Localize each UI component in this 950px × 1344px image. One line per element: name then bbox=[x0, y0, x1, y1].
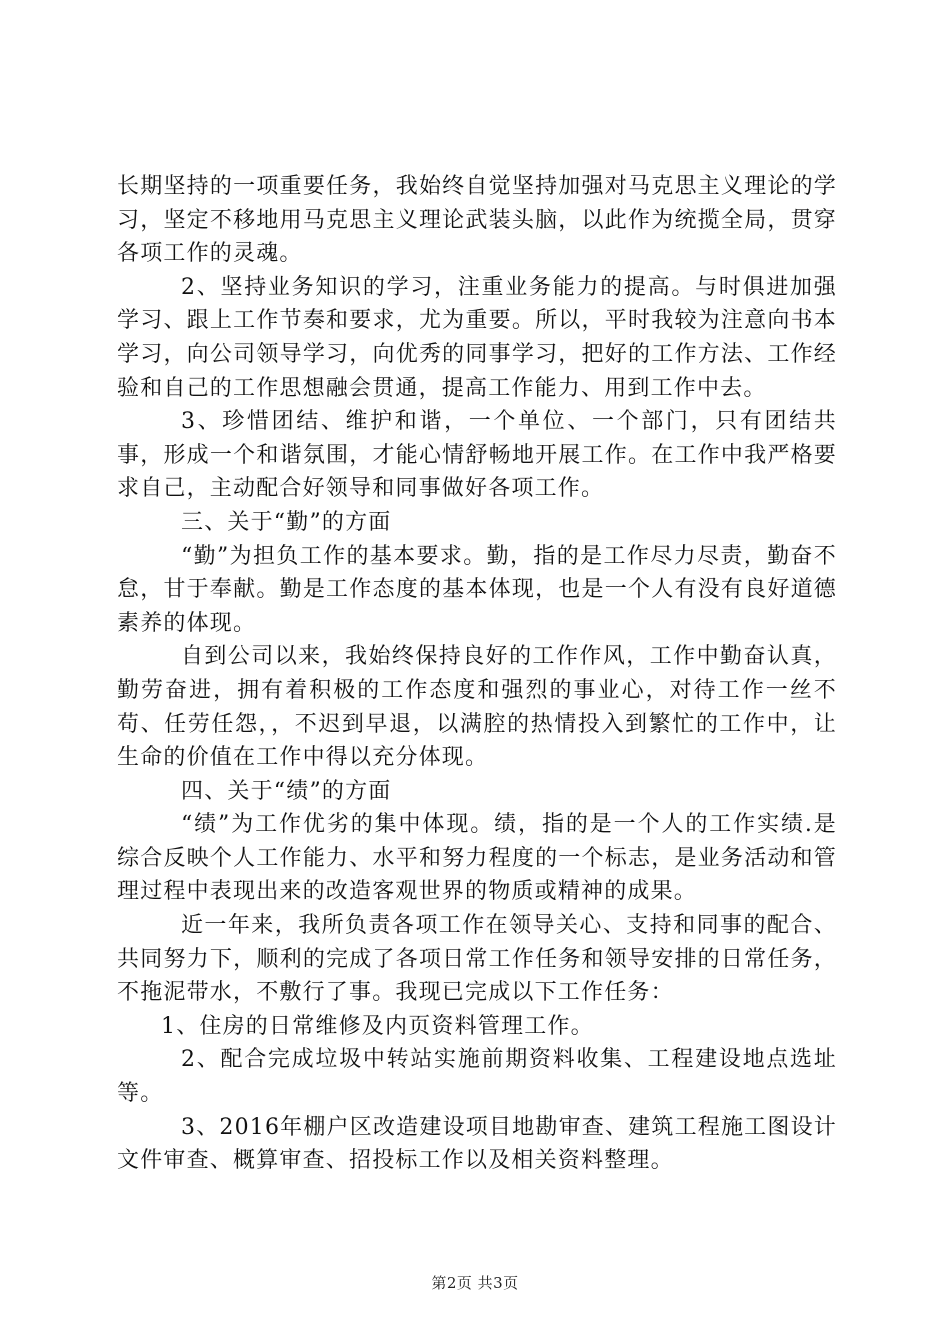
paragraph: “勤”为担负工作的基本要求。勤，指的是工作尽力尽责，勤奋不怠，甘于奉献。勤是工作态度的基本体现，也是一个人有没有良好道德素养的体现。 bbox=[117, 543, 837, 636]
paragraph: 长期坚持的一项重要任务，我始终自觉坚持加强对马克思主义理论的学习，坚定不移地用马克思主义理论武装头脑，以此作为统揽全局，贯穿各项工作的灵魂。 bbox=[117, 174, 837, 267]
list-item: 3、2016年棚户区改造建设项目地勘审查、建筑工程施工图设计文件审查、概算审查、招投标工作以及相关资料整理。 bbox=[117, 1114, 837, 1174]
list-item: 1、住房的日常维修及内页资料管理工作。 bbox=[161, 1013, 594, 1039]
paragraph: 3、珍惜团结、维护和谐，一个单位、一个部门，只有团结共事，形成一个和谐氛围，才能心情舒畅地开展工作。在工作中我严格要求自己，主动配合好领导和同事做好各项工作。 bbox=[117, 409, 837, 502]
paragraph: 自到公司以来，我始终保持良好的工作作风，工作中勤奋认真，勤劳奋进，拥有着积极的工作态度和强烈的事业心，对待工作一丝不苟、任劳任怨，，不迟到早退，以满腔的热情投入到繁忙的工作中，让生命的价值在工作中得以充分体现。 bbox=[117, 644, 837, 771]
paragraph: “绩”为工作优劣的集中体现。绩，指的是一个人的工作实绩.是综合反映个人工作能力、水平和努力程度的一个标志，是业务活动和管理过程中表现出来的改造客观世界的物质或精神的成果。 bbox=[117, 812, 837, 905]
list-item: 2、配合完成垃圾中转站实施前期资料收集、工程建设地点选址等。 bbox=[117, 1047, 837, 1107]
page-footer: 第2页 共3页 bbox=[431, 1274, 519, 1292]
section-heading: 四、关于“绩”的方面 bbox=[181, 778, 392, 804]
paragraph: 近一年来，我所负责各项工作在领导关心、支持和同事的配合、共同努力下，顺利的完成了各项日常工作任务和领导安排的日常任务，不拖泥带水，不敷行了事。我现已完成以下工作任务： bbox=[117, 913, 837, 1006]
paragraph: 2、坚持业务知识的学习，注重业务能力的提高。与时俱进加强学习、跟上工作节奏和要求，尤为重要。所以，平时我较为注意向书本学习，向公司领导学习，向优秀的同事学习，把好的工作方法、工作经验和自己的工作思想融会贯通，提高工作能力、用到工作中去。 bbox=[117, 274, 837, 401]
section-heading: 三、关于“勤”的方面 bbox=[181, 509, 392, 535]
body-text bbox=[117, 170, 837, 1178]
